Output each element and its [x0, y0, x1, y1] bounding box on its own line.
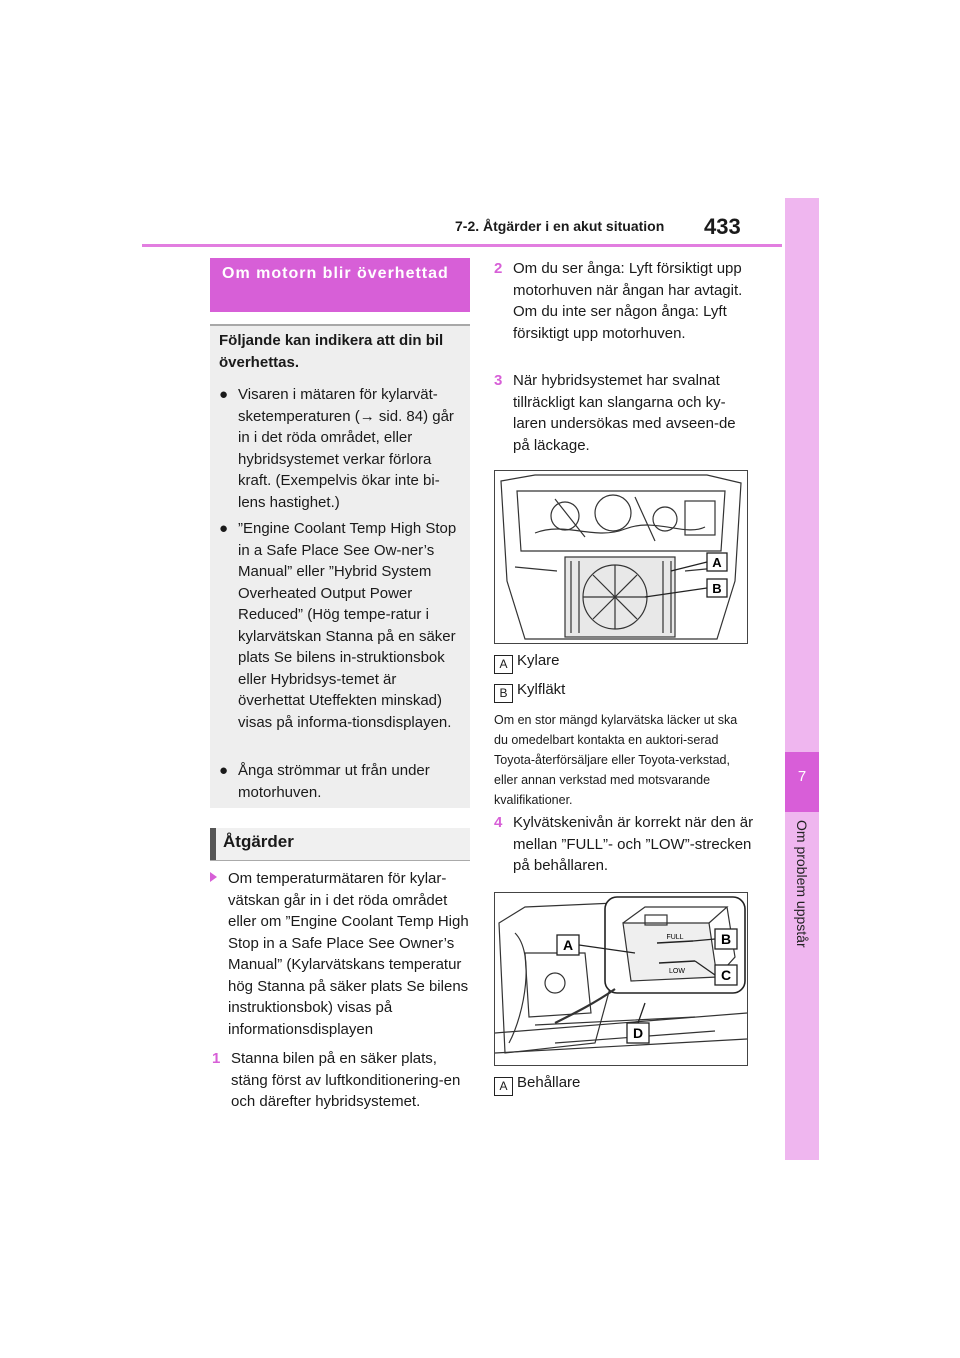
- figure2-caption-a: A Behållare: [494, 1074, 580, 1096]
- chapter-tab: [785, 198, 819, 1160]
- figure1-label-b: B: [712, 581, 722, 596]
- low-mark: LOW: [669, 968, 685, 975]
- reservoir-illustration: [495, 893, 747, 1065]
- step-2: 2 Om du ser ånga: Lyft försiktigt upp motorhuven när ångan har avtagit. Om du inte ser någon ånga: Lyft försiktigt upp motorhuven.: [494, 260, 743, 342]
- bullet-dot-icon: ●: [219, 762, 229, 779]
- full-mark: FULL: [666, 934, 684, 941]
- actions-heading: Åtgärder: [210, 828, 470, 860]
- triangle-bullet-icon: [210, 872, 217, 882]
- engine-bay-illustration: [495, 471, 747, 643]
- engine-bay-figure: [494, 470, 748, 644]
- symptom-bullet: ● Ånga strömmar ut från under motorhuven.: [219, 762, 430, 801]
- figure2-label-b: B: [720, 931, 732, 947]
- header-rule: [142, 244, 782, 247]
- overheat-heading: Om motorn blir överhettad: [210, 258, 470, 312]
- symptoms-intro: Följande kan indikera att din bil överhettas.: [219, 332, 444, 371]
- bullet-dot-icon: ●: [219, 386, 229, 403]
- page-number: 433: [704, 214, 741, 239]
- chapter-number: 7: [797, 768, 807, 785]
- step-4: 4 Kylvätskenivån är korrekt när den är mellan ”FULL”- och ”LOW”-strecken på behållaren.: [494, 814, 754, 874]
- symptom-bullet: ● Visaren i mätaren för kylarvät-sketemperaturen (→ sid. 84) går in i det röda området, eller hybridsystemet verkar förlora kraft. (Exempelvis ökar inte bi-lens hastighet.): [219, 386, 454, 511]
- reservoir-figure: [494, 892, 748, 1066]
- figure1-caption-b: B Kylfläkt: [494, 681, 565, 703]
- leak-note: Om en stor mängd kylarvätska läcker ut ska du omedelbart kontakta en auktori-serad Toyota-återförsäljare eller Toyota-verkstad, eller annan verkstad med motsvarande kvalifikationer.: [494, 713, 738, 807]
- bullet-dot-icon: ●: [219, 520, 229, 537]
- action-condition: Om temperaturmätaren för kylar-vätskan går in i det röda området eller om ”Engine Coolant Temp High Stop in a Safe Place See Owner’s Manual” (Kylarvätskans temperatur hög Stanna på säker plats Se bilens instruktionsbok) visas på informationsdisplayen: [210, 868, 472, 1040]
- figure1-caption-a: A Kylare: [494, 652, 560, 674]
- step-3: 3 När hybridsystemet har svalnat tillräckligt kan slangarna och ky-laren undersökas med avseen-de på läckage.: [494, 372, 736, 454]
- figure2-label-c: C: [720, 967, 732, 983]
- step-1: 1 Stanna bilen på en säker plats, stäng först av luftkonditionering-en och därefter hybridsystemet.: [212, 1050, 461, 1110]
- section-title: 7-2. Åtgärder i en akut situation: [455, 218, 665, 234]
- figure2-label-a: A: [562, 937, 574, 953]
- figure2-label-d: D: [632, 1025, 644, 1041]
- figure1-label-a: A: [712, 555, 722, 570]
- actions-heading-rule: [210, 860, 470, 861]
- chapter-title: Om problem uppstår: [794, 820, 810, 948]
- symptom-bullet: ● ”Engine Coolant Temp High Stop in a Safe Place See Ow-ner’s Manual” eller ”Hybrid System Overheated Output Power Reduced” (Hög tempe-ratur i kylarvätskan Stanna på en säker plats Se bilens in-struktionsbok eller Hybridsys-temet är överhettat Uteffekten minskad) visas på informa-tionsdisplayen.: [219, 520, 457, 731]
